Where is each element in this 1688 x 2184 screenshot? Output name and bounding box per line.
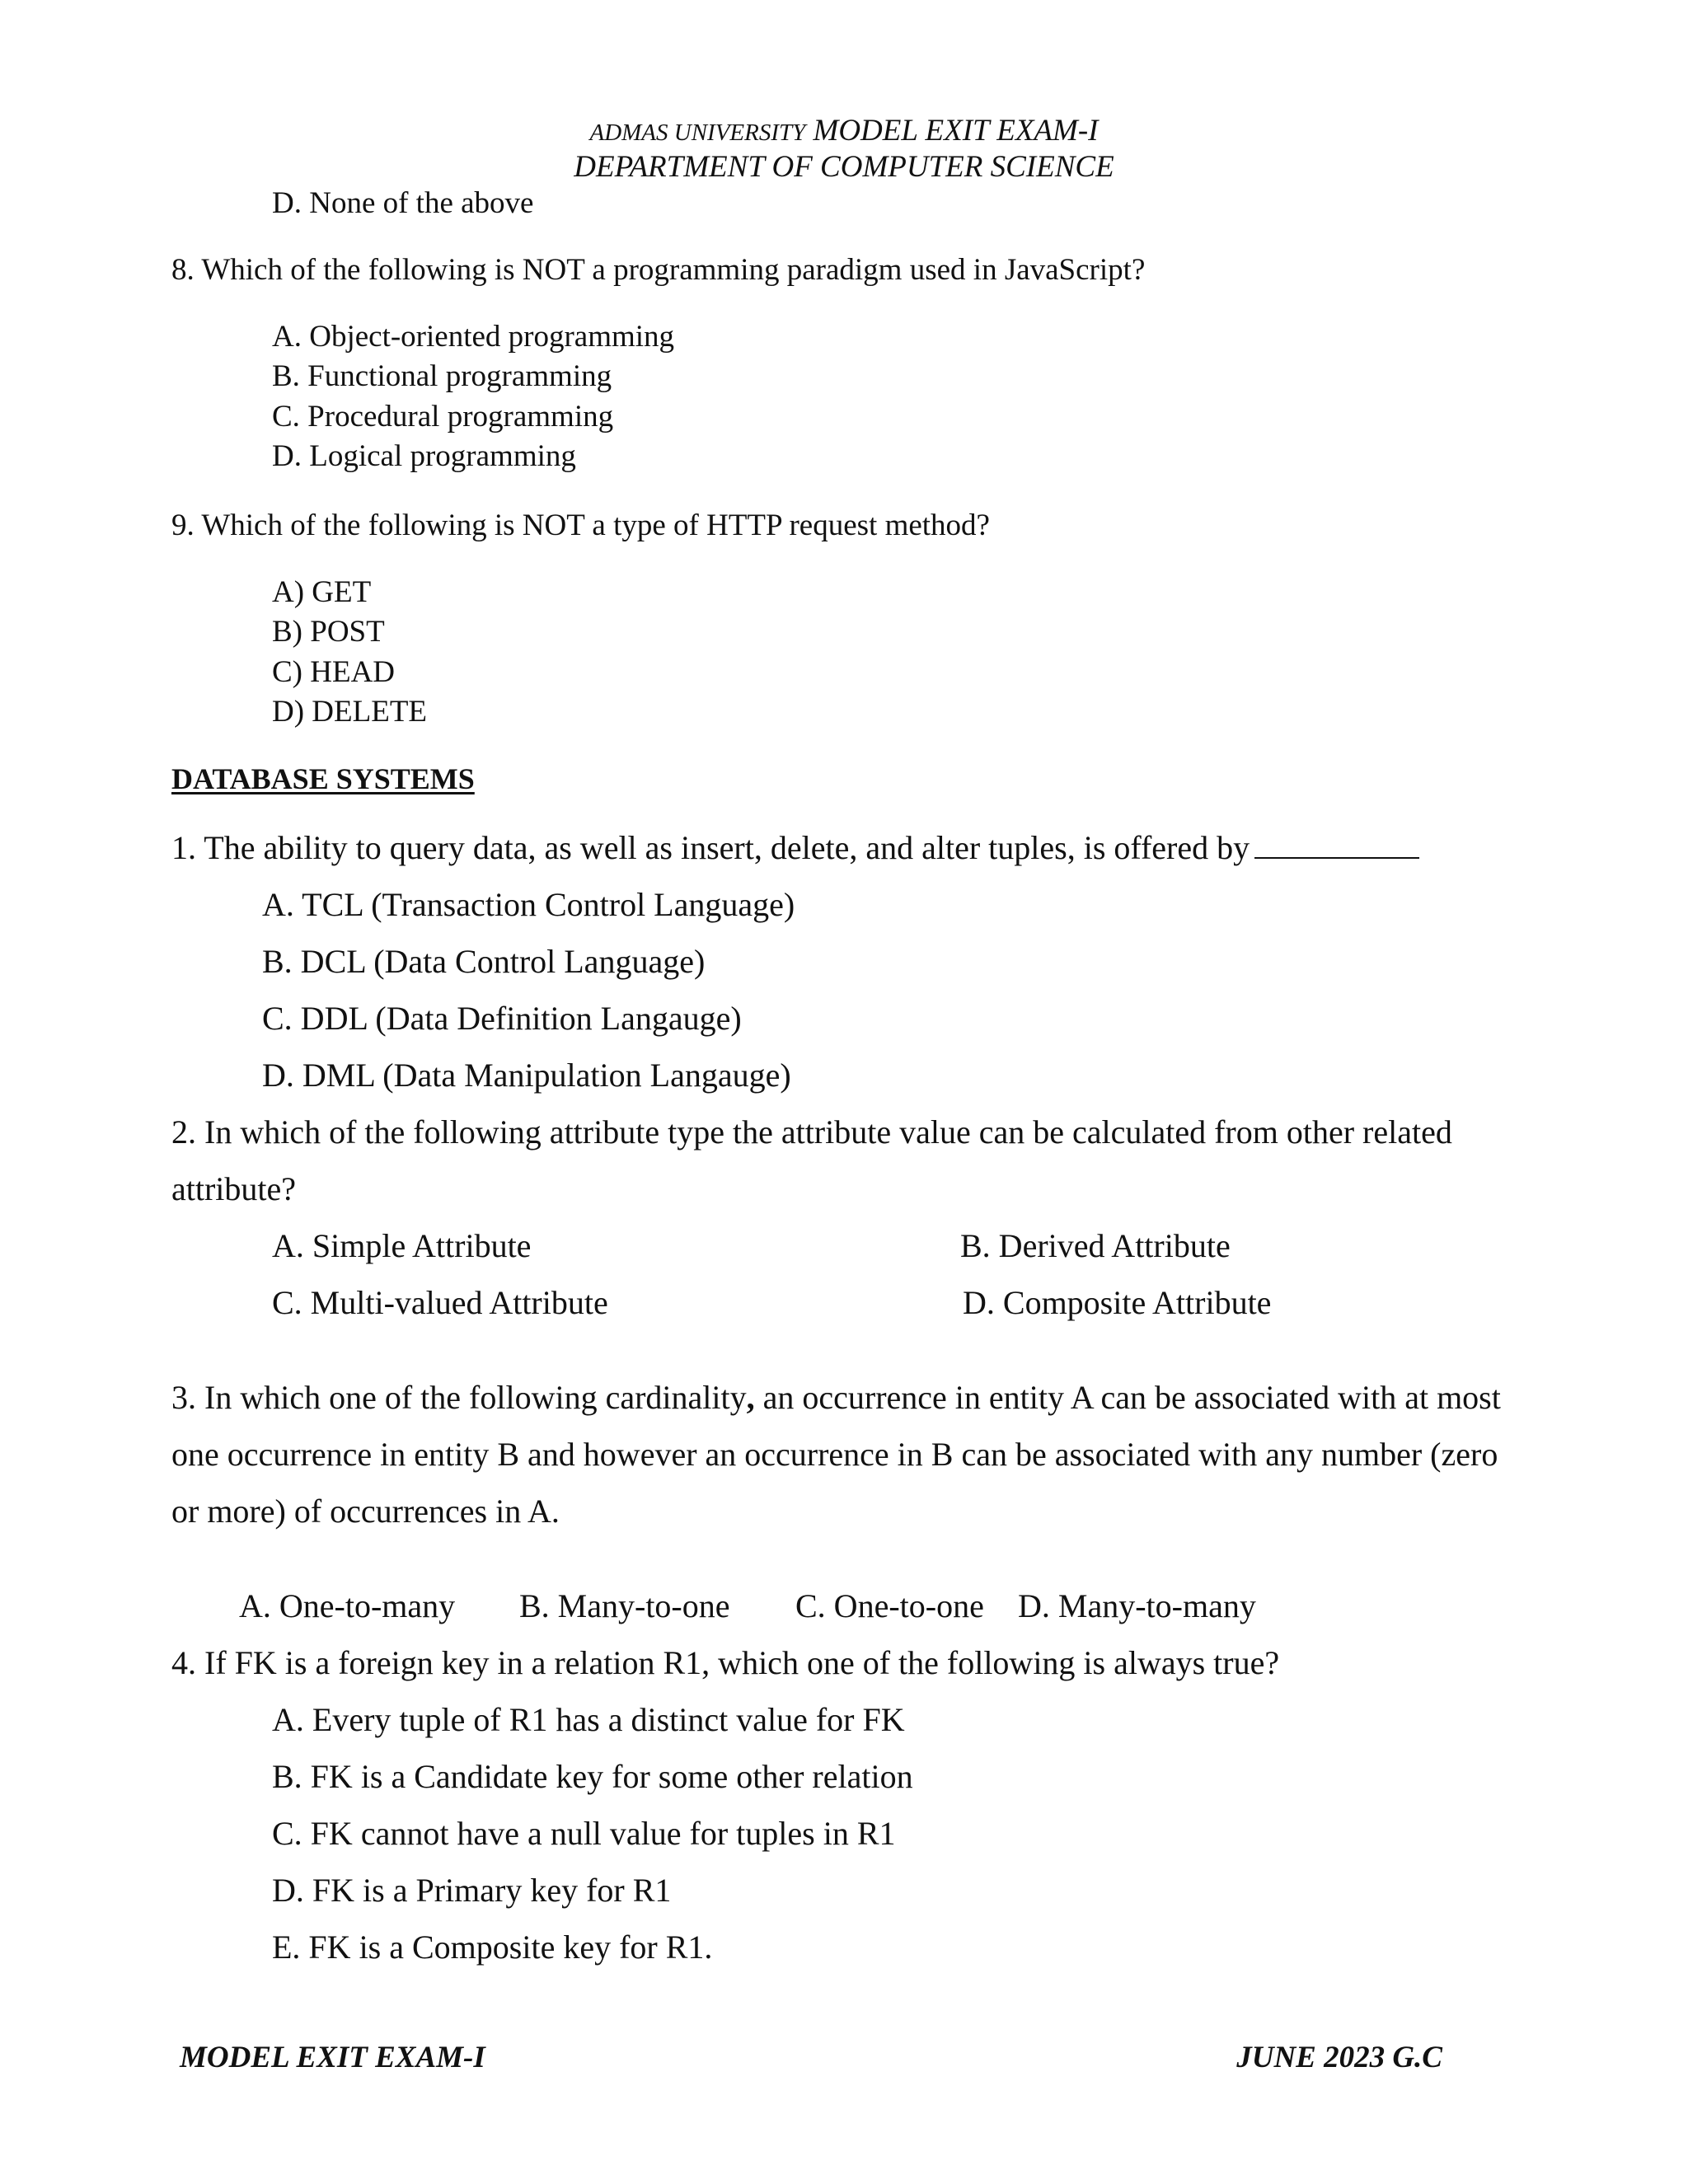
carryover-option: D. None of the above	[272, 186, 534, 220]
db-q2-option-b: B. Derived Attribute	[960, 1227, 1231, 1264]
university-name: ADMAS UNIVERSITY	[589, 120, 806, 146]
department-name: DEPARTMENT OF COMPUTER SCIENCE	[574, 150, 1114, 184]
db-question-2-line1: 2. In which of the following attribute type the attribute value can be calculated from other related	[171, 1113, 1452, 1151]
q9-option-d: D) DELETE	[272, 695, 428, 729]
q8-option-c: C. Procedural programming	[272, 400, 614, 434]
footer-date: JUNE 2023 G.C	[1236, 2041, 1442, 2074]
section-title: DATABASE SYSTEMS	[171, 762, 475, 795]
db-q2-option-d: D. Composite Attribute	[963, 1284, 1272, 1321]
exam-name: MODEL EXIT EXAM-I	[813, 114, 1099, 148]
db-q2-option-c: C. Multi-valued Attribute	[272, 1284, 608, 1321]
db-q3-option-c: C. One-to-one	[795, 1587, 984, 1624]
q9-option-c: C) HEAD	[272, 655, 396, 689]
db-q3-option-a: A. One-to-many	[239, 1587, 456, 1624]
db-q4-option-a: A. Every tuple of R1 has a distinct value for FK	[272, 1701, 905, 1738]
db-question-3-text-a: 3. In which one of the following cardinality	[171, 1379, 747, 1416]
db-question-1-text: 1. The ability to query data, as well as insert, delete, and alter tuples, is offered by	[171, 829, 1250, 866]
db-q1-option-c: C. DDL (Data Definition Langauge)	[262, 1000, 742, 1037]
q9-option-a: A) GET	[272, 575, 372, 609]
db-question-2-line2: attribute?	[171, 1170, 297, 1207]
db-question-3-line2: one occurrence in entity B and however an occurrence in B can be associated with any number (zero	[171, 1436, 1498, 1473]
db-question-3-text-b: an occurrence in entity A can be associated with at most	[754, 1379, 1501, 1416]
db-q4-option-b: B. FK is a Candidate key for some other relation	[272, 1758, 913, 1795]
db-q4-option-e: E. FK is a Composite key for R1.	[272, 1929, 713, 1966]
q9-option-b: B) POST	[272, 615, 385, 649]
q8-option-d: D. Logical programming	[272, 439, 576, 473]
db-q3-option-d: D. Many-to-many	[1018, 1587, 1256, 1624]
q8-option-a: A. Object-oriented programming	[272, 320, 675, 354]
q8-option-b: B. Functional programming	[272, 359, 612, 393]
db-q4-option-c: C. FK cannot have a null value for tuples in R1	[272, 1815, 896, 1852]
db-question-3-line1	[171, 1378, 1501, 1417]
db-q4-option-d: D. FK is a Primary key for R1	[272, 1872, 672, 1909]
question-8: 8. Which of the following is NOT a programming paradigm used in JavaScript?	[171, 253, 1146, 287]
page-header-line1	[0, 113, 1688, 148]
db-q1-option-a: A. TCL (Transaction Control Language)	[262, 886, 795, 923]
footer-exam-name: MODEL EXIT EXAM-I	[180, 2041, 485, 2074]
db-question-1	[171, 828, 1419, 867]
db-q1-option-b: B. DCL (Data Control Language)	[262, 943, 706, 980]
db-question-3-comma: ,	[746, 1379, 755, 1416]
db-q3-option-b: B. Many-to-one	[519, 1587, 730, 1624]
db-question-3-line3: or more) of occurrences in A.	[171, 1493, 560, 1530]
question-9: 9. Which of the following is NOT a type of HTTP request method?	[171, 509, 990, 542]
db-question-4: 4. If FK is a foreign key in a relation R1, which one of the following is always true?	[171, 1644, 1280, 1681]
answer-blank	[1254, 857, 1419, 859]
db-q2-option-a: A. Simple Attribute	[272, 1227, 532, 1264]
db-q1-option-d: D. DML (Data Manipulation Langauge)	[262, 1057, 791, 1094]
